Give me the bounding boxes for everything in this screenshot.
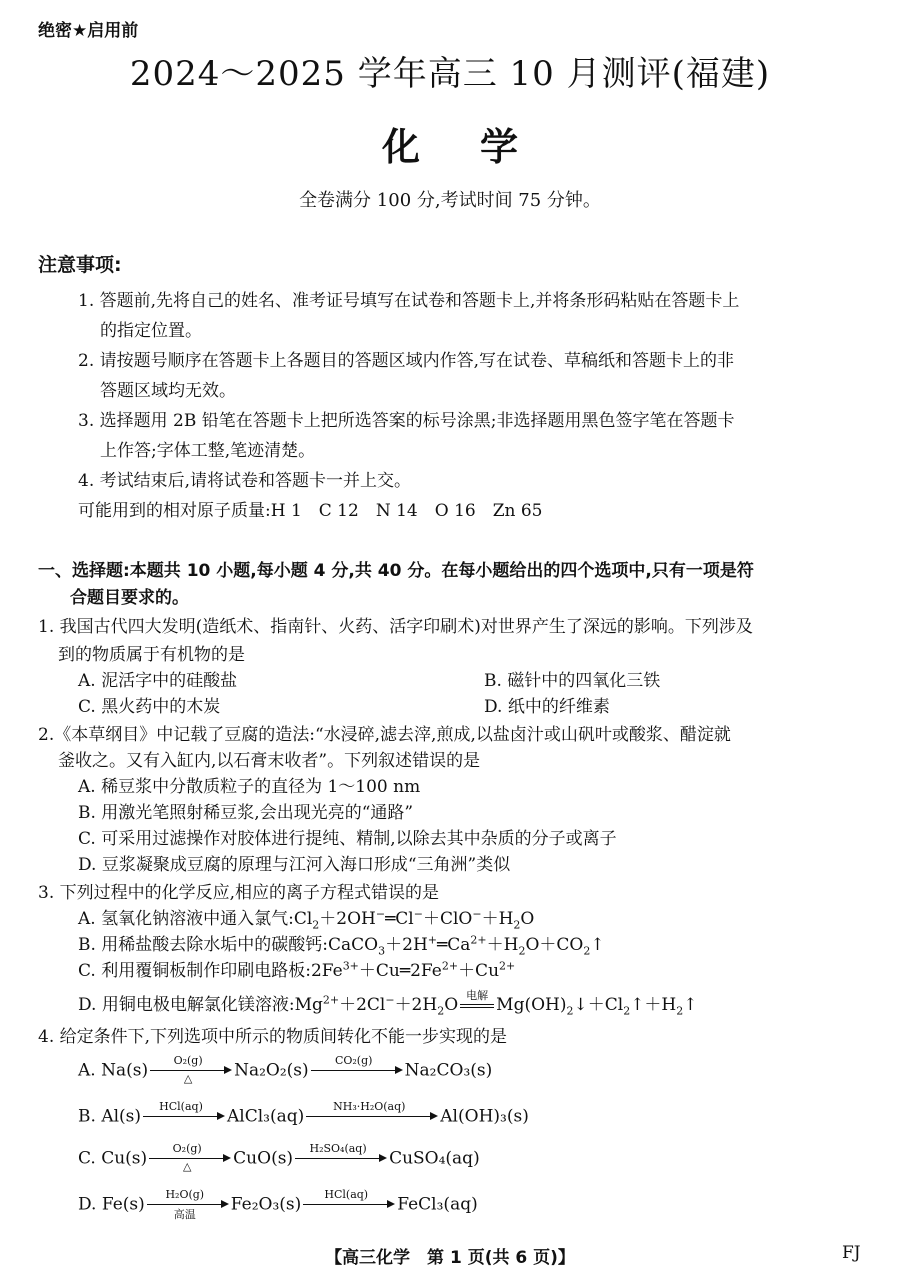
q3-option-c-equation: $2Fe^{3+}+Cu═2Fe^{2+}+Cu^{2+}$ (310, 959, 516, 981)
page-footer: 【高三化学 第 1 页(共 6 页)】 (325, 1248, 575, 1268)
q4-a-arrow-2 (311, 1054, 403, 1084)
q4-b-arrow-2 (306, 1100, 438, 1130)
notice-item-1-cont: 的指定位置。 (100, 321, 202, 341)
q4-c-substance-1: Cu(s) (101, 1148, 148, 1169)
region-code: FJ (842, 1243, 861, 1263)
exam-title: 2024～2025 学年高三 10 月测评(福建) (129, 54, 771, 94)
q4-b-substance-1: Al(s) (101, 1106, 142, 1127)
q3-option-b-equation: $CaCO_3+2H^+═Ca^{2+}+H_2O+CO_2↑$ (328, 933, 605, 958)
q2-stem: 2.《本草纲目》中记载了豆腐的造法:“水浸碎,滤去滓,煎成,以盐卤汁或山矾叶或酸浆、醋淀就 (38, 725, 731, 745)
q4-a-substance-1: Na(s) (101, 1060, 149, 1081)
q3-option-b (78, 930, 605, 957)
q3-stem: 3. 下列过程中的化学反应,相应的离子方程式错误的是 (38, 883, 440, 903)
q3-option-c-text: C. 利用覆铜板制作印刷电路板: (78, 961, 311, 981)
q3-option-d (78, 990, 698, 1019)
q4-c-arrow-1 (149, 1142, 231, 1173)
notice-heading: 注意事项: (38, 254, 122, 276)
q4-d-cond-1: H₂O(g) (165, 1188, 205, 1201)
q4-d-arrow-2 (303, 1188, 395, 1218)
score-info: 全卷满分 100 分,考试时间 75 分钟。 (299, 190, 601, 211)
q4-stem: 4. 给定条件下,下列选项中所示的物质间转化不能一步实现的是 (38, 1027, 508, 1047)
q3-option-c (78, 956, 515, 981)
q4-d-label: D. (78, 1194, 97, 1215)
q4-option-d (78, 1188, 478, 1221)
q4-c-cond-2: H₂SO₄(aq) (309, 1142, 367, 1155)
q4-d-substance-2: Fe₂O₃(s) (230, 1194, 302, 1215)
q4-a-substance-2: Na₂O₂(s) (234, 1060, 309, 1081)
q4-c-cond-1-below: △ (182, 1160, 192, 1173)
q1-stem: 1. 我国古代四大发明(造纸术、指南针、火药、活字印刷术)对世界产生了深远的影响。下列涉及 (38, 617, 753, 637)
q4-a-label: A. (78, 1060, 96, 1081)
q1-option-a: A. 泥活字中的硅酸盐 (78, 671, 238, 691)
q4-a-cond-1-below: △ (183, 1072, 193, 1085)
q2-stem-cont: 釜收之。又有入缸内,以石膏末收者”。下列叙述错误的是 (58, 751, 481, 771)
section1-heading: 一、选择题:本题共 10 小题,每小题 4 分,共 40 分。在每小题给出的四个选项中,只有一项是符 (38, 561, 754, 581)
q4-option-a (78, 1054, 493, 1085)
q4-c-arrow-2 (295, 1142, 387, 1172)
q4-d-substance-3: FeCl₃(aq) (397, 1194, 478, 1215)
secret-label: 绝密★启用前 (38, 21, 139, 41)
q4-a-cond-1: O₂(g) (173, 1054, 203, 1067)
q2-option-d: D. 豆浆凝聚成豆腐的原理与江河入海口形成“三角洲”类似 (78, 855, 511, 875)
q4-a-cond-2: CO₂(g) (334, 1054, 373, 1067)
q4-b-substance-2: AlCl₃(aq) (227, 1106, 305, 1127)
q4-b-cond-1: HCl(aq) (159, 1100, 203, 1113)
q1-option-d: D. 纸中的纤维素 (484, 697, 610, 717)
q4-d-cond-2: HCl(aq) (324, 1188, 369, 1201)
q1-option-c: C. 黑火药中的木炭 (78, 697, 221, 717)
q3-option-b-text: B. 用稀盐酸去除水垢中的碳酸钙: (78, 935, 329, 955)
q4-b-cond-2: NH₃·H₂O(aq) (333, 1100, 406, 1113)
notice-item-2: 2. 请按题号顺序在答题卡上各题目的答题区域内作答,写在试卷、草稿纸和答题卡上的非 (78, 351, 735, 371)
q4-c-substance-2: CuO(s) (233, 1148, 294, 1169)
q4-d-cond-1-below: 高温 (173, 1208, 196, 1221)
q4-a-arrow-1 (150, 1054, 232, 1085)
q4-b-arrow-1 (143, 1100, 225, 1130)
notice-item-4: 4. 考试结束后,请将试卷和答题卡一并上交。 (78, 471, 412, 491)
subject-title: 化学 (381, 124, 578, 169)
q4-a-substance-3: Na₂CO₃(s) (404, 1060, 493, 1081)
notice-item-3-cont: 上作答;字体工整,笔迹清楚。 (100, 441, 316, 461)
notice-item-1: 1. 答题前,先将自己的姓名、准考证号填写在试卷和答题卡上,并将条形码粘贴在答题卡上 (78, 291, 740, 311)
section1-heading-cont: 合题目要求的。 (70, 588, 189, 608)
q3-option-d-text: D. 用铜电极电解氯化镁溶液: (78, 995, 295, 1015)
q4-c-label: C. (78, 1148, 96, 1169)
q4-d-arrow-1 (147, 1188, 229, 1221)
q4-option-b (78, 1100, 529, 1130)
q4-b-substance-3: Al(OH)₃(s) (440, 1106, 529, 1127)
q1-option-b: B. 磁针中的四氧化三铁 (484, 671, 661, 691)
notice-item-2-cont: 答题区域均无效。 (100, 381, 236, 401)
q4-option-c (78, 1142, 480, 1173)
q1-stem-cont: 到的物质属于有机物的是 (58, 645, 245, 665)
q2-option-a: A. 稀豆浆中分散质粒子的直径为 1～100 nm (78, 777, 421, 797)
q3-option-a-text: A. 氢氧化钠溶液中通入氯气: (78, 909, 294, 929)
electrolysis-sign (458, 988, 496, 1019)
q3-option-a-equation: $Cl_2+2OH^-═Cl^-+ClO^-+H_2O$ (293, 907, 535, 932)
q3-option-d-equation: $Mg^{2+}+2Cl^-+2H_2O$ 电解 $Mg(OH)_2↓+Cl_2↑+H_2↑$ (294, 988, 698, 1018)
atomic-mass: 可能用到的相对原子质量:H 1 C 12 N 14 O 16 Zn 65 (78, 501, 543, 521)
q2-option-c: C. 可采用过滤操作对胶体进行提纯、精制,以除去其中杂质的分子或离子 (78, 829, 617, 849)
q2-option-b: B. 用激光笔照射稀豆浆,会出现光亮的“通路” (78, 803, 414, 823)
q4-c-cond-1: O₂(g) (172, 1142, 202, 1155)
q3-option-a (78, 904, 534, 931)
electrolysis-label: 电解 (466, 988, 489, 1002)
q4-b-label: B. (78, 1106, 96, 1127)
notice-item-3: 3. 选择题用 2B 铅笔在答题卡上把所选答案的标号涂黑;非选择题用黑色签字笔在答题卡 (78, 411, 735, 431)
q4-c-substance-3: CuSO₄(aq) (389, 1148, 480, 1169)
q4-d-substance-1: Fe(s) (101, 1194, 145, 1215)
